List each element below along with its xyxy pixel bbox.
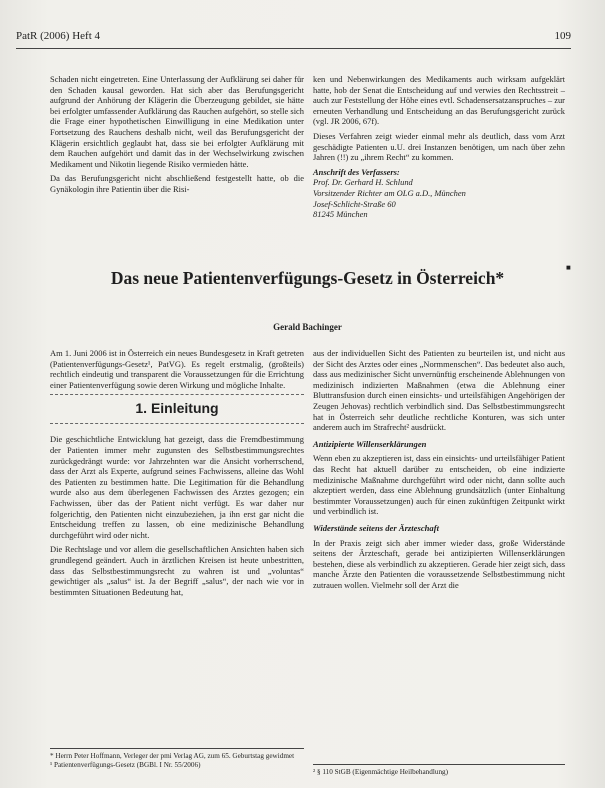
end-mark: ■	[566, 263, 571, 272]
footnote: ¹ Patientenverfügungs-Gesetz (BGBl. I Nr. 55/2006)	[50, 761, 201, 769]
paragraph: In der Praxis zeigt sich aber immer wieder dass, große Widerstände seitens der Ärzteschaft, gerade bei antizipierten Willenserklärungen bestehen, diese als verbindlich zu akzeptieren. Gerade hier zeigt sich, dass manche Ärzte den Patienten die voraussetzende Selbstbestimmung nicht zutrauen wollen. Vielmehr soll der Arzt die	[313, 537, 565, 590]
footnotes-left	[50, 748, 304, 770]
address-line: Vorsitzender Richter am OLG a.D., München	[313, 187, 466, 198]
paragraph: Wenn eben zu akzeptieren ist, dass ein einsichts- und urteilsfähiger Patient das Recht hat aktuell darüber zu entscheiden, ob eine indizierte medizinische Maßnahme durchgeführt wird oder nicht, dann sollte auch akzeptiert werden, dass eine Ablehnung grundsätzlich (unter Einhaltung bestimmter Voraussetzungen) auch für einen zukünftigen Zeitpunkt wirkt und verbindlich ist.	[313, 453, 565, 517]
column-right-top	[313, 74, 565, 220]
section-heading: 1. Einleitung	[50, 394, 304, 424]
subheading: Antizipierte Willenserklärungen	[313, 438, 427, 449]
address-label: Anschrift des Verfassers:	[313, 166, 400, 177]
intro-paragraph: Am 1. Juni 2006 ist in Österreich ein neues Bundesgesetz in Kraft getreten (Patientenverfügungs-Gesetz¹, PatVG). Es regelt erstmalig, (großteils) rechtlich eindeutig und transparent die Voraussetzungen für die Errichtung einer Patientenverfügung sowie deren Wirkung und mögliche Inhalte.	[50, 348, 304, 390]
address-line: Prof. Dr. Gerhard H. Schlund	[313, 177, 413, 188]
paragraph: Dieses Verfahren zeigt wieder einmal mehr als deutlich, dass vom Arzt geschädigte Patienten u.U. drei Instanzen benötigen, um nach über zehn Jahren (!!) zu „ihrem Recht“ zu kommen.	[313, 130, 565, 163]
header-rule	[16, 48, 571, 49]
address-line: 81245 München	[313, 209, 368, 220]
article-title: Das neue Patientenverfügungs-Gesetz in Österreich*	[110, 268, 505, 288]
paragraph: ken und Nebenwirkungen des Medikaments auch wirksam aufgeklärt hatte, hob der Senat die Entscheidung auf und verwies den Rechtsstreit – auch zur Feststellung der Höhe eines evtl. Schadensersatzanspruches – zur erneuten Verhandlung und Entscheidung an das Berufungsgericht zurück (vgl. JR 2006, 67f).	[313, 74, 565, 127]
paragraph: Da das Berufungsgericht nicht abschließend festgestellt hatte, ob die Gynäkologin ihre Patientin über die Risi-	[50, 173, 304, 194]
column-right-bottom	[313, 348, 565, 594]
footnote: * Herrn Peter Hoffmann, Verleger der pmi Verlag AG, zum 65. Geburtstag gewidmet	[50, 752, 295, 760]
footnotes-right	[313, 764, 565, 777]
address-line: Josef-Schlicht-Straße 60	[313, 198, 396, 209]
paragraph: Die Rechtslage und vor allem die gesellschaftlichen Ansichten haben sich grundlegend geändert. Auch in ärztlichen Kreisen ist heute unbestritten, dass das Selbstbestimmungsrecht zu wahren ist und „voluntas“ gewichtiger als „salus“ ist. Ja der Begriff „salus“, der nach wie vor in bestimmten Situationen Bedeutung hat,	[50, 544, 304, 597]
paragraph: Die geschichtliche Entwicklung hat gezeigt, dass die Fremdbestimmung der Patienten immer mehr zugunsten des Selbstbestimmungsrechtes zurückgedrängt wurde: vor Jahrzehnten war die Ansicht vorherrschend, dass der Arzt als Experte, aufgrund seines Fachwissens, alleine das Wohl des Patienten zu bestimmen hatte. Die Legitimation für die Behandlung wurde also aus dem überlegenen Fachwissen des Arztes gezogen; ein Fachwissen, über das der Patient nicht verfügt. Es war daher nur folgerichtig, den Patienten nicht einzubeziehen, ja ihn erst gar nicht die Entscheidung treffen zu lassen, ob eine medizinische Behandlung durchgeführt wird oder nicht.	[50, 434, 304, 540]
page-number: 109	[554, 30, 571, 42]
column-left-top	[50, 74, 304, 199]
journal-name: PatR (2006) Heft 4	[16, 30, 101, 42]
subheading: Widerstände seitens der Ärzteschaft	[313, 522, 439, 533]
article-author: Gerald Bachinger	[273, 322, 342, 332]
author-address	[313, 167, 565, 220]
column-left-bottom	[50, 348, 304, 601]
paragraph: Schaden nicht eingetreten. Eine Unterlassung der Aufklärung sei daher für den Schaden kausal geworden. Hat sich aber das Berufungsgericht aufgrund der Anhörung der Klägerin die Überzeugung gebildet, sie hätte bei erfolgter umfassender Aufklärung das Rauchen aufgehört, so stelle sich die Frage einer hypothetischen Einwilligung in eine Medikation unter Fortsetzung des Rauchens deshalb nicht, weil das Berufungsgericht der Klägerin ersichtlich geglaubt hat, dass sie bei erfolgter Aufklärung mit dem Rauchen aufgehört und damit das in der Wechselwirkung zwischen Medikament und Nikotin liegende Risiko vermieden hätte.	[50, 74, 304, 169]
paragraph: aus der individuellen Sicht des Patienten zu beurteilen ist, und nicht aus der Sicht des Arztes oder eines „Normmenschen“. Das bedeutet also auch, dass aus medizinischer Sicht unvernünftig erscheinende Ablehnungen von medizinisch indizierten Maßnahmen (etwa die Ablehnung einer Bluttransfusion durch einen einsichts- und urteilsfähigen Angehörigen der Zeugen Jehovas) rechtlich verbindlich sind. Das Selbstbestimmungsrecht hat in Österreich sehr deutliche rechtliche Konturen, was sich unter anderem auch im Strafrecht² ausdrückt.	[313, 348, 565, 433]
footnote: ² § 110 StGB (Eigenmächtige Heilbehandlung)	[313, 768, 449, 776]
running-header	[16, 30, 571, 42]
